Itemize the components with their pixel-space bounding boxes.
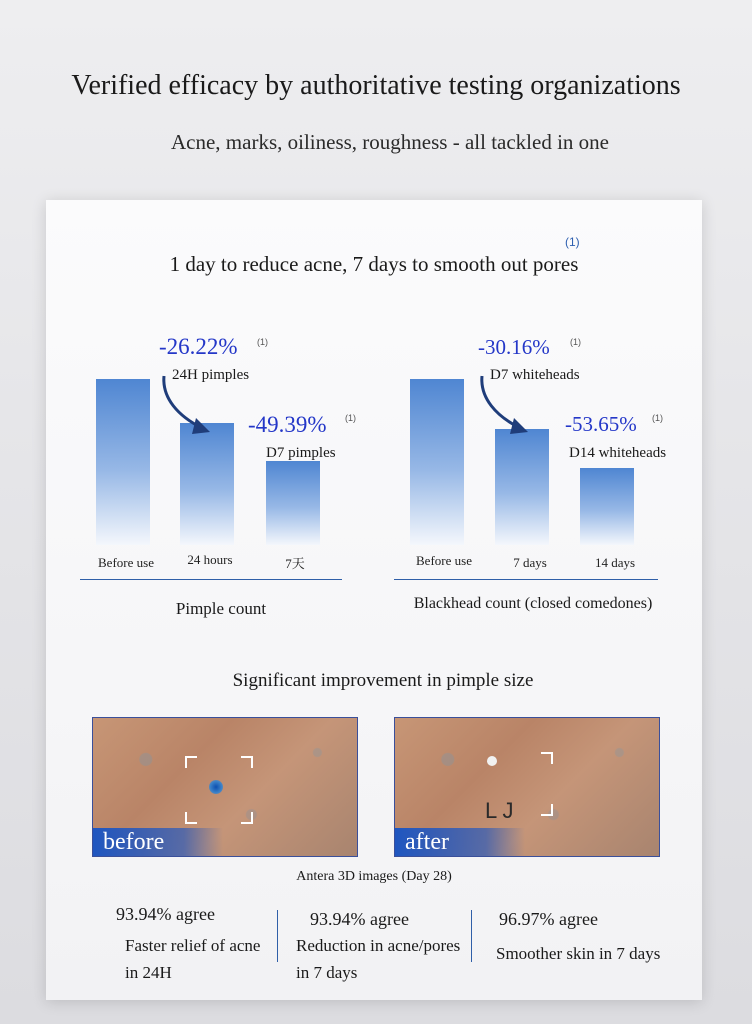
stat-percent: 93.94% agree — [310, 909, 409, 929]
reduction-percent: -49.39% — [248, 412, 327, 437]
reduction-label: D14 whiteheads — [569, 445, 667, 461]
bar-before-use — [410, 379, 464, 545]
blackhead-count-chart — [46, 200, 702, 640]
focus-bracket-icon — [185, 756, 197, 768]
stat-percent: 96.97% agree — [499, 909, 598, 929]
page-subtitle: Acne, marks, oiliness, roughness - all tackled in one — [171, 130, 609, 154]
after-skin-photo — [394, 717, 660, 857]
focus-bracket-icon — [541, 804, 553, 816]
category-label: Before use — [416, 553, 472, 568]
reduction-reference: (1) — [652, 413, 663, 423]
images-caption: Antera 3D images (Day 28) — [296, 869, 452, 884]
category-label: 7天 — [285, 556, 305, 571]
reduction-label: D7 whiteheads — [490, 367, 580, 383]
stat-description: Smoother skin in 7 days — [496, 944, 661, 963]
bar-7-days — [495, 429, 549, 545]
pimple-size-section-title: Significant improvement in pimple size — [232, 670, 534, 691]
stat-divider — [277, 910, 278, 962]
category-label: 24 hours — [187, 552, 233, 567]
curved-arrow-icon — [474, 372, 534, 438]
before-label: before — [93, 828, 223, 856]
stat-description: Faster relief of acne in 24H — [125, 936, 261, 982]
reduction-reference: (1) — [345, 413, 356, 423]
category-label: 7 days — [513, 555, 547, 570]
bar-14-days — [580, 468, 634, 545]
focus-bracket-icon — [541, 752, 553, 764]
healed-spot-icon — [487, 756, 497, 766]
reduction-percent: -53.65% — [565, 412, 637, 436]
stat-description: Reduction in acne/pores in 7 days — [296, 936, 461, 982]
card-title: 1 day to reduce acne, 7 days to smooth out pores — [169, 252, 579, 276]
pimple-spot-icon — [209, 780, 223, 794]
reduction-label: D7 pimples — [266, 445, 336, 461]
reduction-label: 24H pimples — [172, 367, 250, 383]
chart-caption: Pimple count — [175, 599, 267, 618]
category-label: Before use — [98, 555, 154, 570]
stat-divider — [471, 910, 472, 962]
category-label: 14 days — [594, 555, 636, 570]
reduction-percent: -30.16% — [478, 335, 550, 359]
focus-bracket-overlay: L J — [485, 798, 514, 823]
chart-caption: Blackhead count (closed comedones) — [413, 595, 653, 612]
reduction-reference: (1) — [570, 337, 581, 347]
before-skin-photo — [92, 717, 358, 857]
page-title: Verified efficacy by authoritative testing organizations — [71, 70, 681, 101]
focus-bracket-icon — [241, 812, 253, 824]
after-label: after — [395, 828, 525, 856]
card-title-reference: (1) — [565, 235, 580, 249]
x-axis-line — [394, 579, 658, 580]
results-card — [46, 200, 702, 1000]
stat-percent: 93.94% agree — [116, 904, 215, 924]
reduction-reference: (1) — [257, 337, 268, 347]
reduction-percent: -26.22% — [159, 334, 238, 359]
focus-bracket-icon — [241, 756, 253, 768]
focus-bracket-icon — [185, 812, 197, 824]
